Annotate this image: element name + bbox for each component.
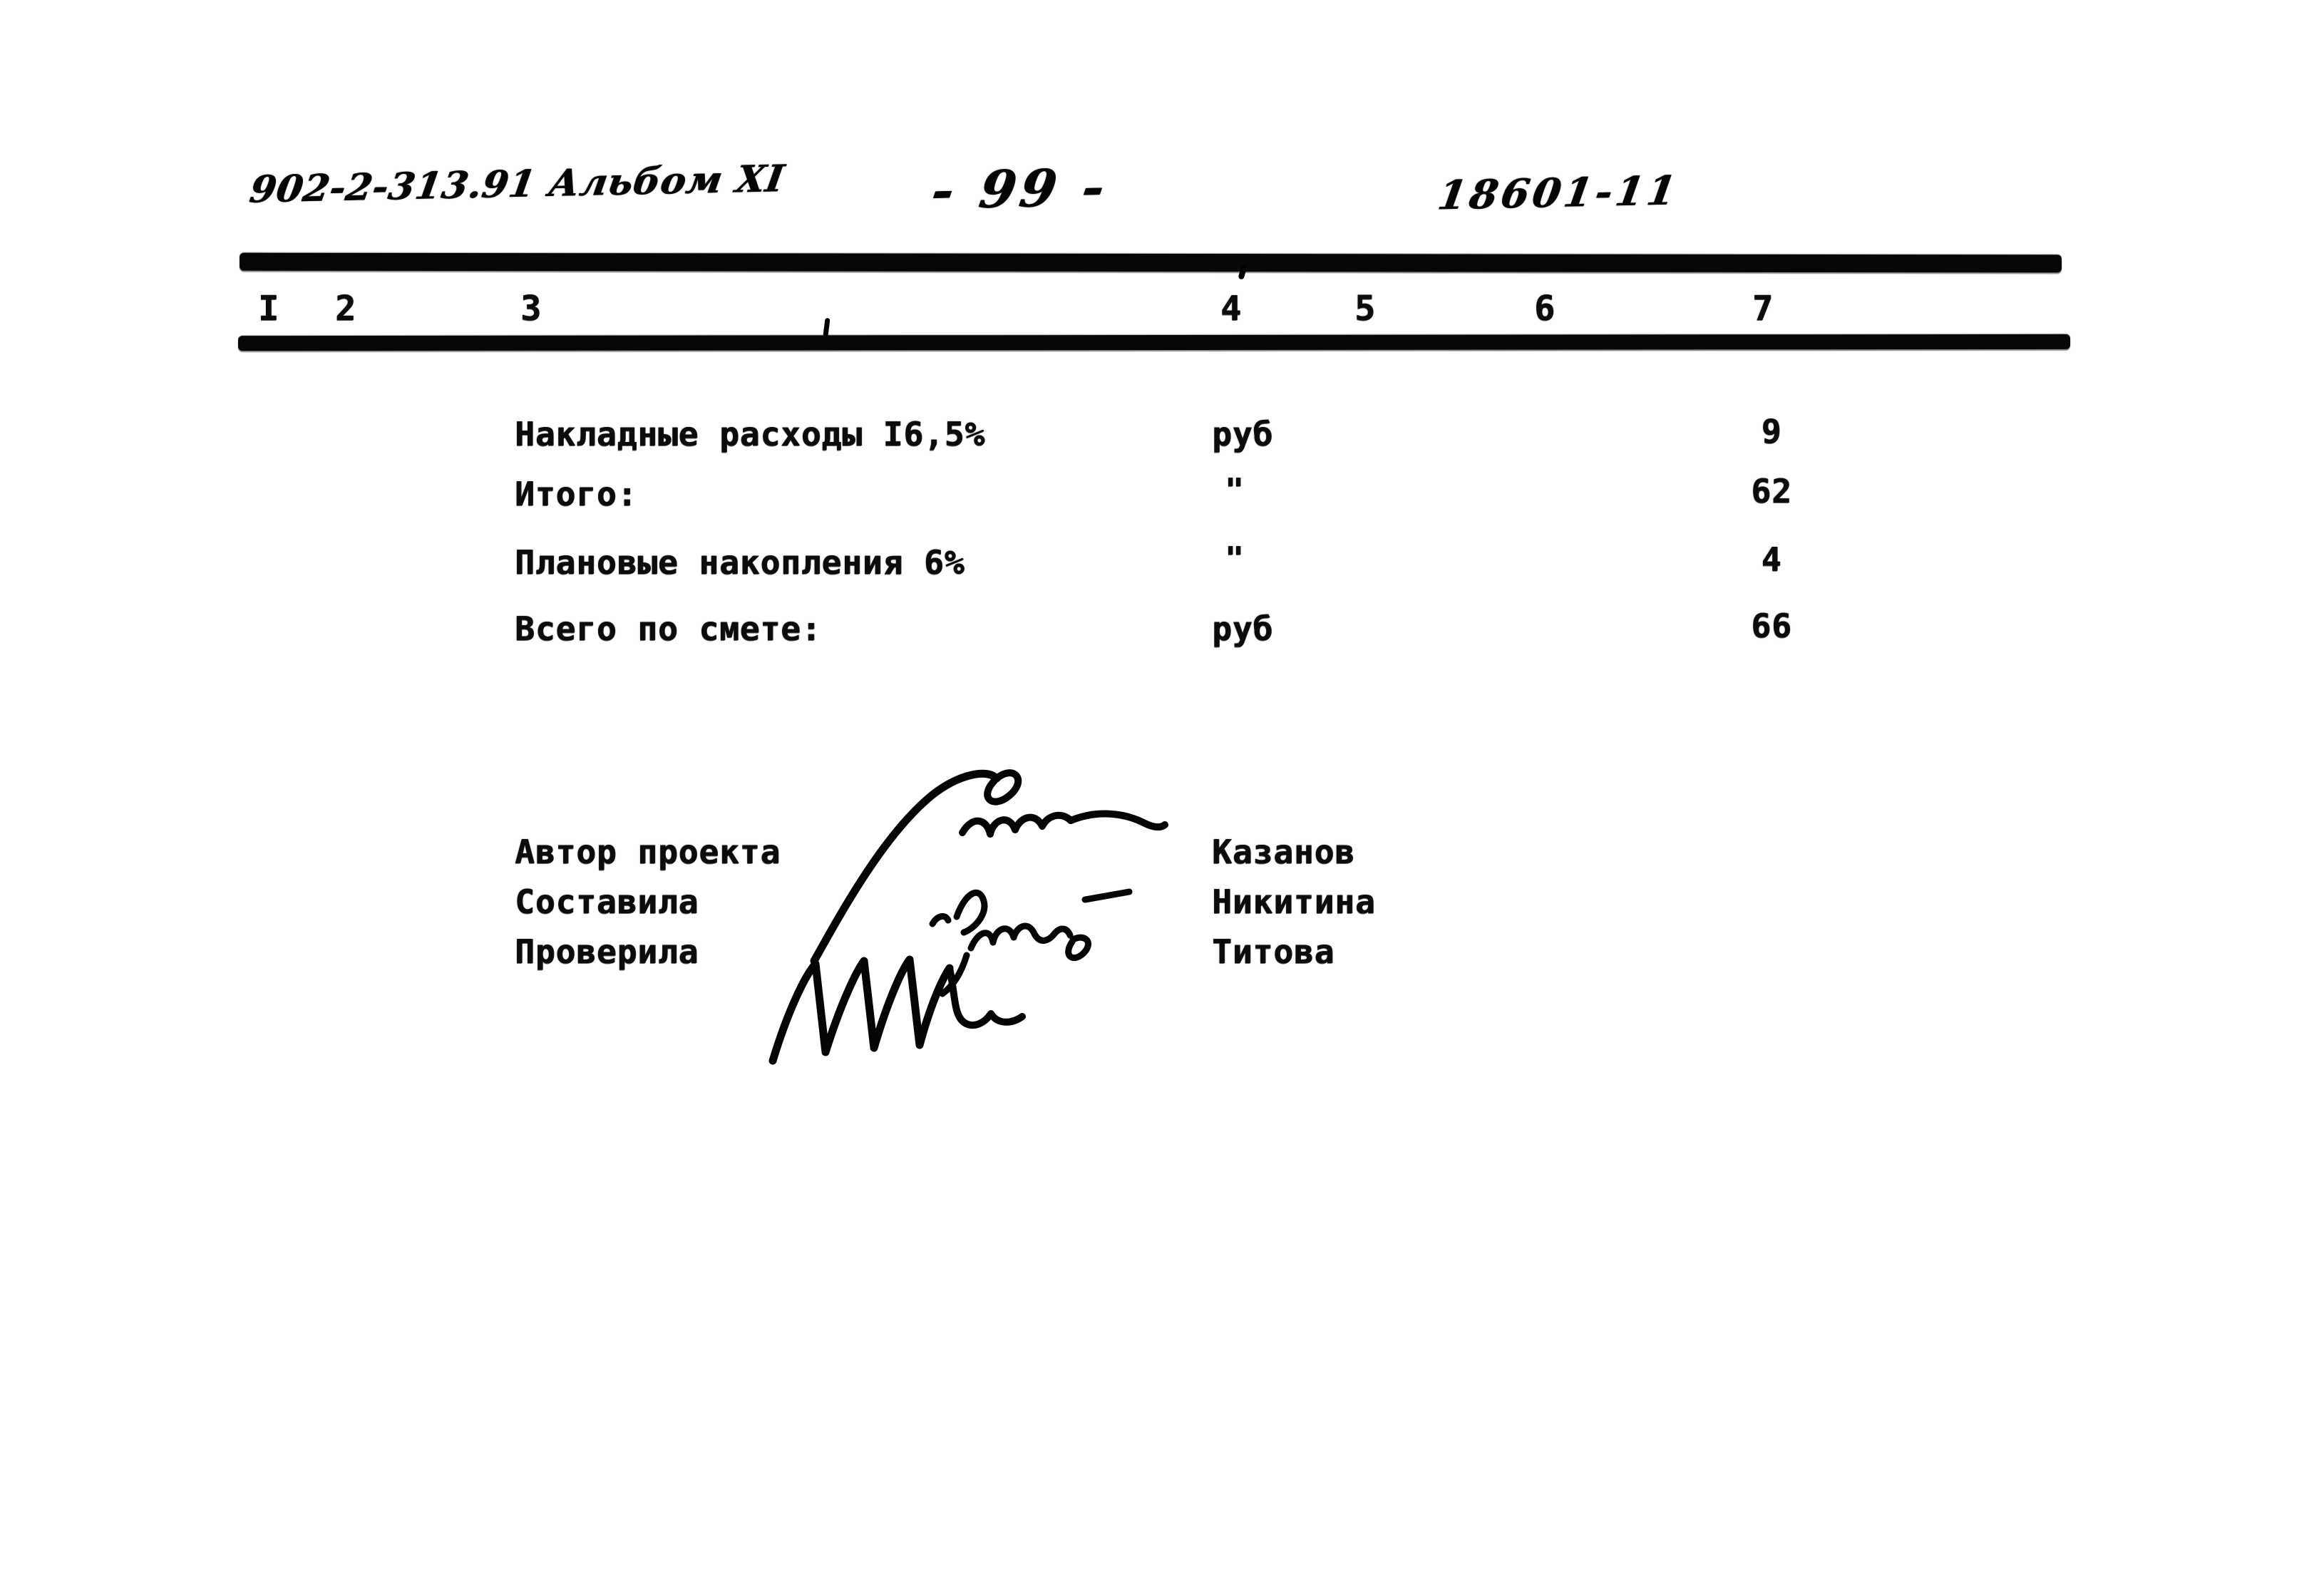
row-value: 9	[1761, 412, 1782, 451]
column-number-5: 5	[1354, 289, 1376, 329]
stray-ink-mark	[823, 318, 830, 337]
row-unit: "	[1225, 472, 1245, 508]
signatures-graphic	[749, 741, 1191, 1112]
column-number-6: 6	[1534, 289, 1556, 329]
row-label: Накладные расходы I6,5%	[515, 415, 985, 453]
signoff-role: Автор проекта	[515, 833, 781, 871]
row-value: 66	[1751, 607, 1792, 645]
row-unit: руб	[1212, 609, 1274, 648]
signoff-role: Проверила	[515, 932, 699, 971]
column-number-7: 7	[1752, 289, 1774, 329]
column-number-3: 3	[520, 289, 542, 329]
table-header-rule	[238, 334, 2070, 351]
row-label: Плановые накопления 6%	[515, 543, 965, 582]
inventory-number-handwritten: 18601-11	[1434, 167, 1682, 220]
column-number-2: 2	[335, 289, 356, 329]
signoff-role: Составила	[515, 883, 699, 921]
signoff-name: Титова	[1212, 932, 1335, 971]
column-number-4: 4	[1220, 289, 1242, 329]
row-value: 62	[1751, 472, 1792, 510]
row-label: Всего по смете:	[515, 609, 822, 648]
signature-compiler-nikitina	[932, 892, 1129, 994]
table-top-rule	[240, 253, 2062, 273]
row-unit: "	[1225, 540, 1245, 577]
signoff-name: Казанов	[1212, 833, 1355, 871]
doc-code-handwritten: 902-2-313.91 Альбом ХI	[246, 157, 788, 212]
row-unit: руб	[1212, 415, 1274, 453]
row-value: 4	[1761, 540, 1782, 579]
column-number-1: I	[258, 289, 279, 329]
row-label: Итого:	[515, 475, 638, 513]
signoff-name: Никитина	[1212, 883, 1376, 921]
page-number: - 99 -	[927, 156, 1114, 221]
signature-checker-titova	[773, 960, 1022, 1061]
